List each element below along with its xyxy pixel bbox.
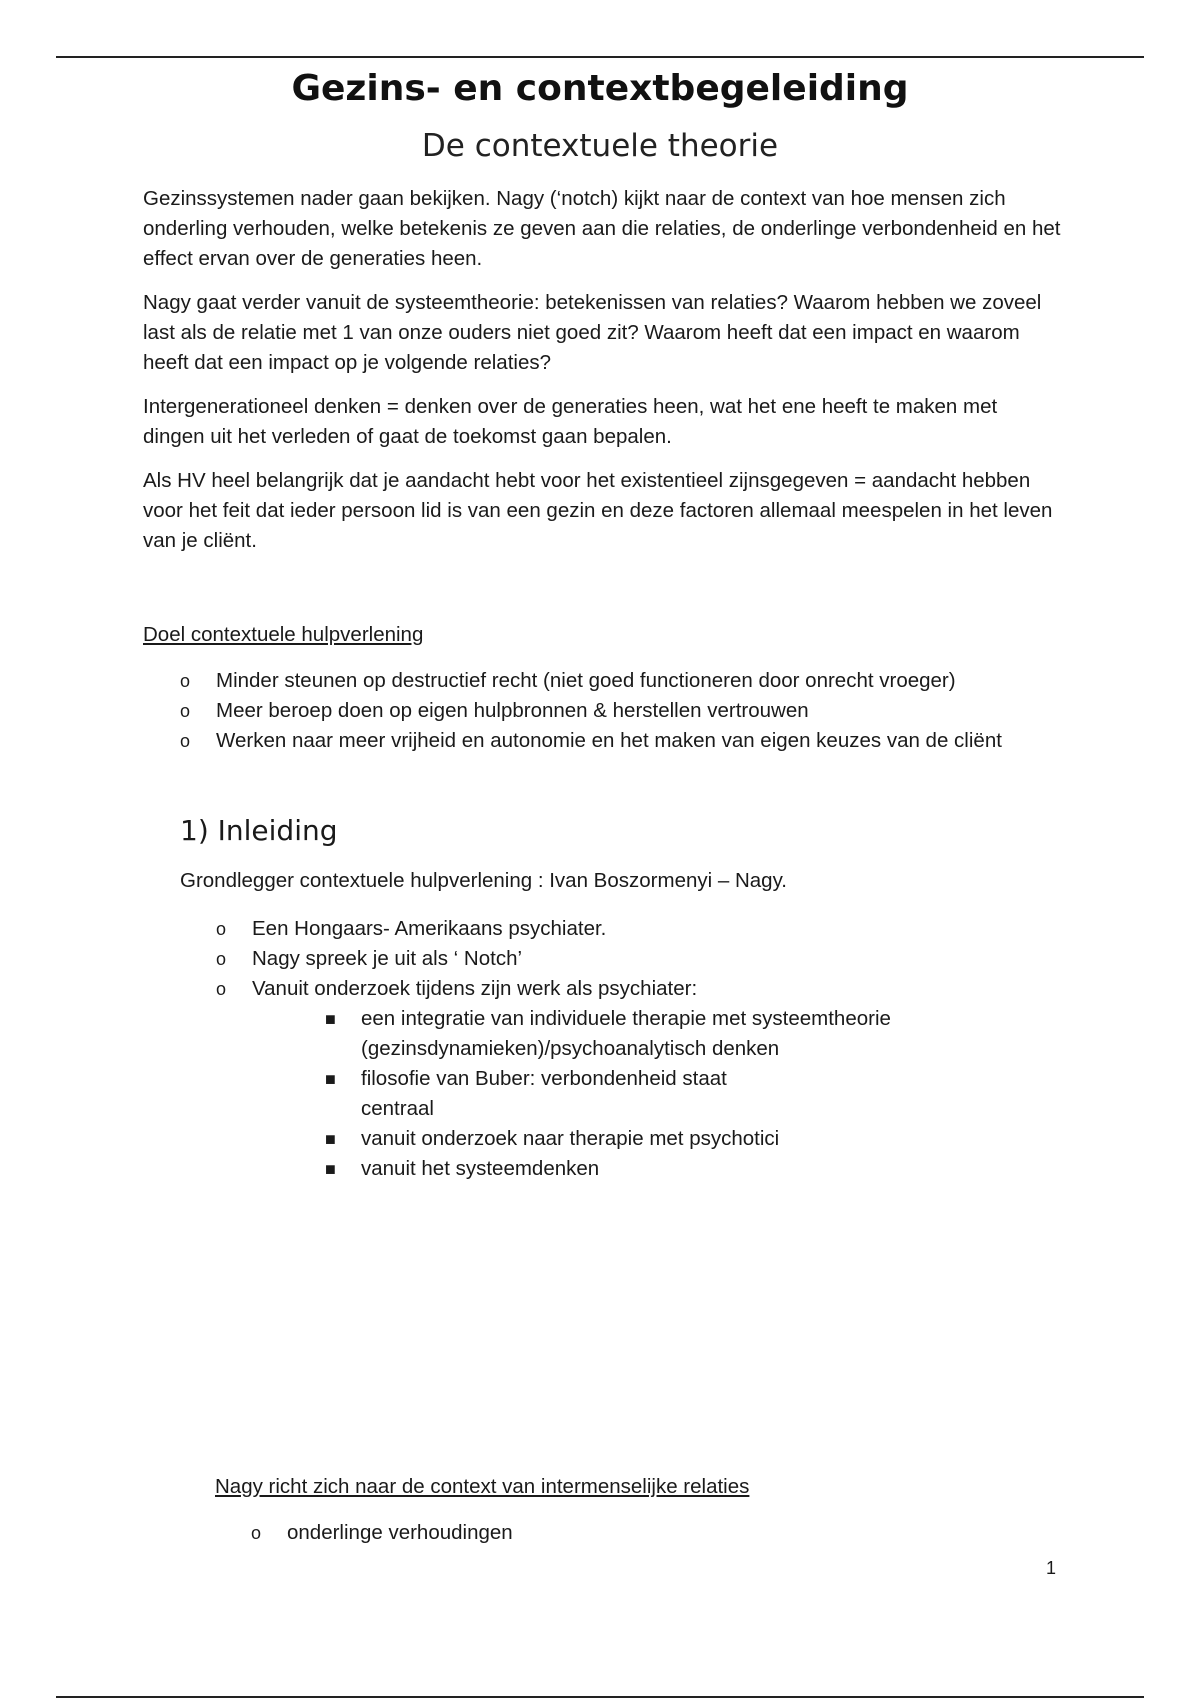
- list-item: [325, 1154, 985, 1184]
- list-item-text: Een Hongaars- Amerikaans psychiater.: [252, 917, 607, 940]
- circle-bullet-icon: o: [180, 671, 191, 691]
- circle-bullet-icon: o: [251, 1523, 262, 1543]
- circle-bullet-icon: o: [216, 949, 227, 969]
- list-item-text: Vanuit onderzoek tijdens zijn werk als psychiater:: [252, 977, 698, 1000]
- list-item-text: onderlinge verhoudingen: [287, 1521, 513, 1544]
- document-title: Gezins- en contextbegeleiding: [291, 68, 909, 109]
- list-item-text: vanuit het systeemdenken: [361, 1157, 600, 1180]
- list-item-text: filosofie van Buber: verbondenheid staat centraal: [361, 1067, 727, 1120]
- document-subtitle: De contextuele theorie: [421, 128, 779, 164]
- list-item: [216, 944, 976, 974]
- list-item: [216, 974, 976, 1004]
- list-item: [180, 726, 1060, 756]
- inleiding-list: [216, 914, 976, 1004]
- circle-bullet-icon: o: [216, 919, 227, 939]
- nagy-context-heading: Nagy richt zich naar de context van intermenselijke relaties: [215, 1475, 750, 1498]
- paragraph-3: Intergenerationeel denken = denken over de generaties heen, wat het ene heeft te maken met dingen uit het verleden of gaat de toekomst gaan bepalen.: [143, 395, 998, 448]
- bottom-rule: [56, 1696, 1144, 1698]
- page-number: 1: [1046, 1558, 1057, 1578]
- paragraph-2: Nagy gaat verder vanuit de systeemtheorie: betekenissen van relaties? Waarom hebben we zoveel last als de relatie met 1 van onze ouders niet goed zit? Waarom heeft dat een impact en waarom heeft dat een impact op je volgende relaties?: [143, 291, 1042, 374]
- square-bullet-icon: ■: [325, 1009, 336, 1029]
- inleiding-intro: Grondlegger contextuele hulpverlening : Ivan Boszormenyi – Nagy.: [180, 869, 787, 892]
- list-item-text: vanuit onderzoek naar therapie met psychotici: [361, 1127, 780, 1150]
- doel-list: [180, 666, 1060, 756]
- list-item-text: Nagy spreek je uit als ‘ Notch’: [252, 947, 523, 970]
- list-item-text: Werken naar meer vrijheid en autonomie en het maken van eigen keuzes van de cliënt: [216, 729, 1002, 752]
- list-item: [325, 1064, 781, 1124]
- list-item: [216, 914, 976, 944]
- circle-bullet-icon: o: [180, 701, 191, 721]
- square-bullet-icon: ■: [325, 1159, 336, 1179]
- paragraph-4: Als HV heel belangrijk dat je aandacht hebt voor het existentieel zijnsgegeven = aandacht hebben voor het feit dat ieder persoon lid is van een gezin en deze factoren allemaal meespelen in het leven van je cliënt.: [143, 469, 1053, 552]
- list-item-text: een integratie van individuele therapie met systeemtheorie (gezinsdynamieken)/psychoanalytisch denken: [361, 1007, 891, 1060]
- list-item: [180, 696, 1060, 726]
- square-bullet-icon: ■: [325, 1129, 336, 1149]
- nagy-context-list: [251, 1518, 951, 1548]
- circle-bullet-icon: o: [180, 731, 191, 751]
- circle-bullet-icon: o: [216, 979, 227, 999]
- list-item-text: Minder steunen op destructief recht (niet goed functioneren door onrecht vroeger): [216, 669, 956, 692]
- list-item-text: Meer beroep doen op eigen hulpbronnen & herstellen vertrouwen: [216, 699, 809, 722]
- inleiding-sub-list: [325, 1004, 985, 1184]
- list-item: [180, 666, 1060, 696]
- list-item: [251, 1518, 951, 1548]
- paragraph-1: Gezinssystemen nader gaan bekijken. Nagy (‘notch) kijkt naar de context van hoe mensen zich onderling verhouden, welke betekenis ze geven aan die relaties, de onderlinge verbondenheid en het effect ervan over de generaties heen.: [143, 187, 1061, 270]
- list-item: [325, 1004, 981, 1064]
- top-rule: [56, 56, 1144, 58]
- doel-heading: Doel contextuele hulpverlening: [143, 623, 424, 646]
- list-item: [325, 1124, 985, 1154]
- section-heading-inleiding: 1) Inleiding: [180, 814, 338, 847]
- square-bullet-icon: ■: [325, 1069, 336, 1089]
